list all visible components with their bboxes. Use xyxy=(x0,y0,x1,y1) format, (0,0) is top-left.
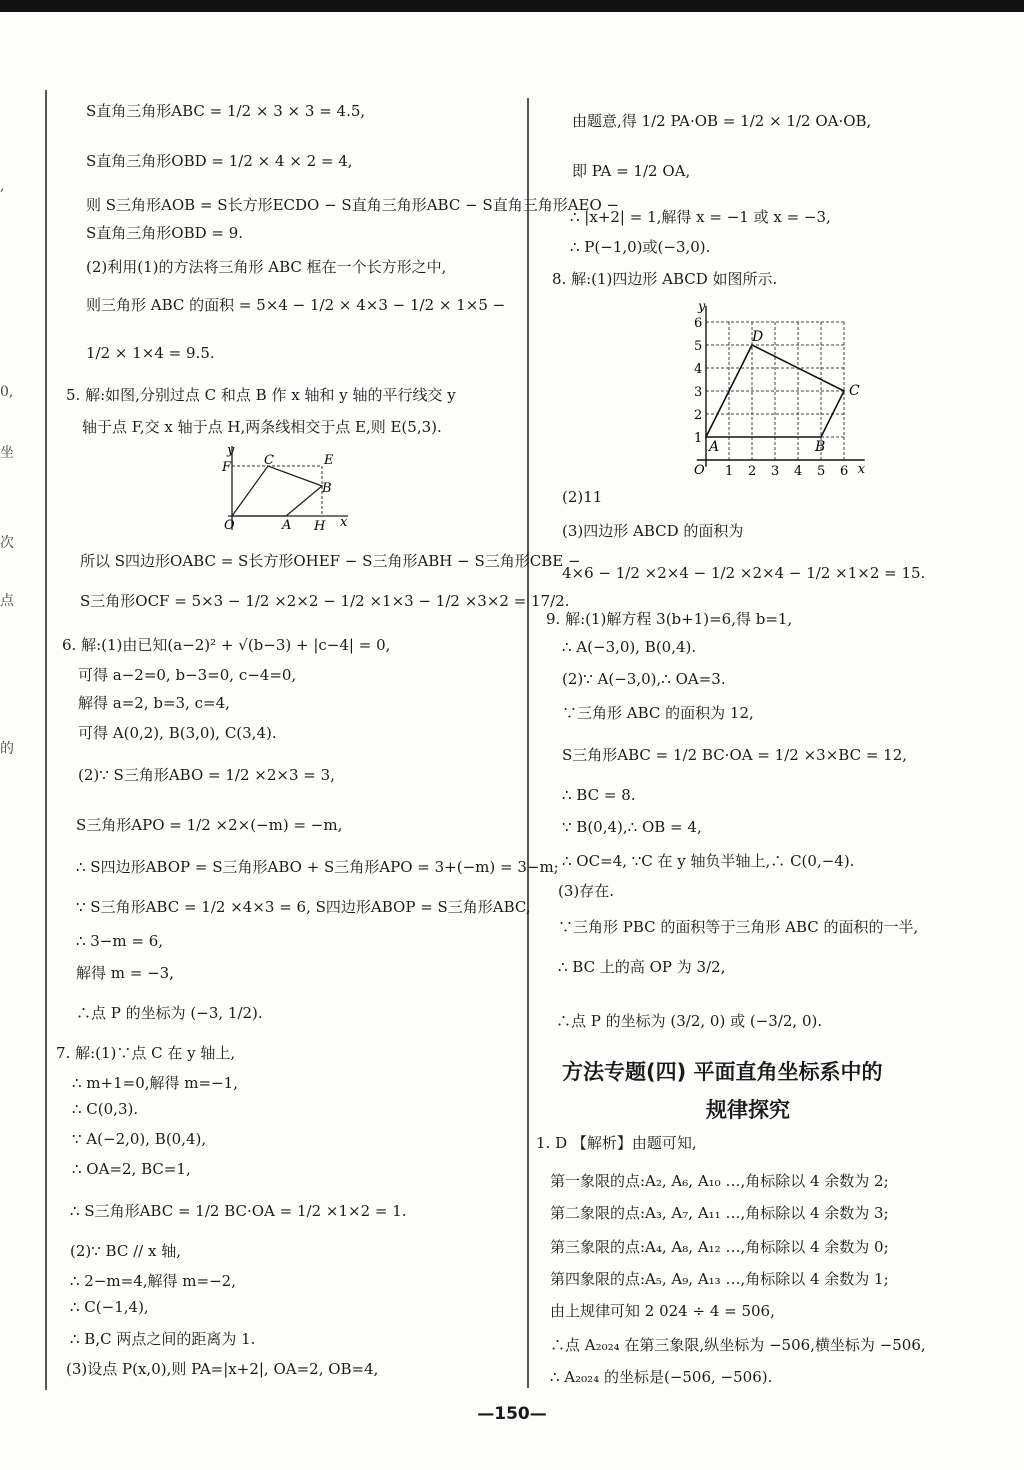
text-line: 第三象限的点:A₄, A₈, A₁₂ …,角标除以 4 余数为 0; xyxy=(550,1238,889,1256)
figure-5 xyxy=(218,442,358,534)
y-tick-label: 6 xyxy=(694,316,703,331)
problem-1-line: 1. D 【解析】由题可知, xyxy=(536,1134,697,1152)
text-line: (2)∵ A(−3,0),∴ OA=3. xyxy=(562,670,726,688)
text-line: 则 S三角形AOB = S长方形ECDO − S直角三角形ABC − S直角三角形AEO − xyxy=(86,196,620,214)
text-line: ∴ OC=4, ∵C 在 y 轴负半轴上,∴ C(0,−4). xyxy=(562,852,855,870)
text-line: S三角形ABC = 1/2 BC·OA = 1/2 ×3×BC = 12, xyxy=(562,746,908,764)
y-tick-label: 4 xyxy=(694,362,703,377)
text-line: 4×6 − 1/2 ×2×4 − 1/2 ×2×4 − 1/2 ×1×2 = 15. xyxy=(562,564,926,582)
text-line: (3)四边形 ABCD 的面积为 xyxy=(562,522,744,540)
text-line: ∴ A(−3,0), B(0,4). xyxy=(562,638,697,656)
text-line: 由题意,得 1/2 PA·OB = 1/2 × 1/2 OA·OB, xyxy=(572,112,872,130)
problem-9-line: 9. 解:(1)解方程 3(b+1)=6,得 b=1, xyxy=(546,610,793,628)
vertex-label-a: A xyxy=(709,439,720,455)
text-line: ∴ OA=2, BC=1, xyxy=(72,1160,191,1178)
text-line: ∵ S三角形ABC = 1/2 ×4×3 = 6, S四边形ABOP = S三角形ABC, xyxy=(76,898,531,916)
text-line: S三角形OCF = 5×3 − 1/2 ×2×2 − 1/2 ×1×3 − 1/2 ×3×2 = 17/2. xyxy=(80,592,570,610)
text-line: ∵三角形 ABC 的面积为 12, xyxy=(562,704,754,722)
y-tick-label: 5 xyxy=(694,339,703,354)
x-tick-label: 3 xyxy=(771,464,780,479)
text-line: S三角形APO = 1/2 ×2×(−m) = −m, xyxy=(76,816,343,834)
fig5-label-A: A xyxy=(282,518,292,533)
column-rule-left xyxy=(45,90,47,1390)
fig5-label-x: x xyxy=(340,515,348,530)
text-line: S直角三角形ABC = 1/2 × 3 × 3 = 4.5, xyxy=(86,102,366,120)
text-line: 即 PA = 1/2 OA, xyxy=(572,162,691,180)
figure-8-grid xyxy=(676,296,872,482)
text-line: ∴ |x+2| = 1,解得 x = −1 或 x = −3, xyxy=(570,208,831,226)
text-line: 可得 A(0,2), B(3,0), C(3,4). xyxy=(78,724,277,742)
y-tick-label: 3 xyxy=(694,385,703,400)
fig5-label-E: E xyxy=(324,453,334,468)
text-line: 解得 m = −3, xyxy=(76,964,174,982)
edge-char: 次 xyxy=(0,535,14,551)
text-line: 可得 a−2=0, b−3=0, c−4=0, xyxy=(78,666,297,684)
fig5-label-O: O xyxy=(224,518,235,533)
text-line: ∵ B(0,4),∴ OB = 4, xyxy=(562,818,702,836)
top-edge-bar xyxy=(0,0,1024,12)
x-tick-label: 1 xyxy=(725,464,734,479)
text-line: ∴ BC 上的高 OP 为 3/2, xyxy=(558,958,726,976)
text-line: 解得 a=2, b=3, c=4, xyxy=(78,694,230,712)
text-line: 第二象限的点:A₃, A₇, A₁₁ …,角标除以 4 余数为 3; xyxy=(550,1204,889,1222)
problem-7-line: 7. 解:(1)∵点 C 在 y 轴上, xyxy=(56,1044,236,1062)
text-line: (2)∵ S三角形ABO = 1/2 ×2×3 = 3, xyxy=(78,766,335,784)
text-line: ∴ S三角形ABC = 1/2 BC·OA = 1/2 ×1×2 = 1. xyxy=(70,1202,407,1220)
text-line: ∴ 3−m = 6, xyxy=(76,932,164,950)
edge-char: 的 xyxy=(0,741,14,757)
text-line: 第四象限的点:A₅, A₉, A₁₃ …,角标除以 4 余数为 1; xyxy=(550,1270,889,1288)
fig5-label-F: F xyxy=(222,460,232,475)
text-line: ∴ S四边形ABOP = S三角形ABO + S三角形APO = 3+(−m) = 3−m; xyxy=(76,858,559,876)
text-line: 所以 S四边形OABC = S长方形OHEF − S三角形ABH − S三角形CBE − xyxy=(80,552,581,570)
text-line: ∴ B,C 两点之间的距离为 1. xyxy=(70,1330,256,1348)
text-line: S直角三角形OBD = 1/2 × 4 × 2 = 4, xyxy=(86,152,353,170)
text-line: ∴ C(0,3). xyxy=(72,1100,139,1118)
text-line: 由上规律可知 2 024 ÷ 4 = 506, xyxy=(550,1302,775,1320)
vertex-label-b: B xyxy=(815,439,826,455)
text-line: ∴ BC = 8. xyxy=(562,786,636,804)
text-line: 轴于点 F,交 x 轴于点 H,两条线相交于点 E,则 E(5,3). xyxy=(82,418,442,436)
edge-char: , xyxy=(0,178,5,194)
text-line: (3)设点 P(x,0),则 PA=|x+2|, OA=2, OB=4, xyxy=(66,1360,379,1378)
section-title: 方法专题(四) 平面直角坐标系中的 xyxy=(562,1060,883,1084)
x-tick-label: 2 xyxy=(748,464,757,479)
text-line: ∴点 A₂₀₂₄ 在第三象限,纵坐标为 −506,横坐标为 −506, xyxy=(550,1336,926,1354)
text-line: ∴ m+1=0,解得 m=−1, xyxy=(72,1074,238,1092)
fig5-rect-dashed xyxy=(232,466,322,516)
edge-char: 点 xyxy=(0,593,14,609)
y-tick-label: 1 xyxy=(694,431,703,446)
fig5-label-C: C xyxy=(264,453,274,468)
text-line: 第一象限的点:A₂, A₆, A₁₀ …,角标除以 4 余数为 2; xyxy=(550,1172,889,1190)
text-line: ∴点 P 的坐标为 (−3, 1/2). xyxy=(76,1004,263,1022)
text-line: (2)∵ BC // x 轴, xyxy=(70,1242,181,1260)
page-number: —150— xyxy=(477,1404,547,1424)
x-tick-label: 6 xyxy=(840,464,849,479)
edge-char: 坐 xyxy=(0,445,14,461)
text-line: ∵三角形 PBC 的面积等于三角形 ABC 的面积的一半, xyxy=(558,918,919,936)
vertex-label-c: C xyxy=(849,383,860,399)
problem-5-line: 5. 解:如图,分别过点 C 和点 B 作 x 轴和 y 轴的平行线交 y xyxy=(66,386,456,404)
text-line: ∴点 P 的坐标为 (3/2, 0) 或 (−3/2, 0). xyxy=(556,1012,823,1030)
fig5-label-y: y xyxy=(227,443,235,458)
column-rule-middle xyxy=(527,98,529,1388)
text-line: ∴ 2−m=4,解得 m=−2, xyxy=(70,1272,236,1290)
fig5-label-H: H xyxy=(314,519,326,534)
problem-6-line: 6. 解:(1)由已知(a−2)² + √(b−3) + |c−4| = 0, xyxy=(62,636,391,654)
edge-char: 0, xyxy=(0,384,14,400)
text-line: ∴ A₂₀₂₄ 的坐标是(−506, −506). xyxy=(550,1368,773,1386)
text-line: ∵ A(−2,0), B(0,4), xyxy=(72,1130,207,1148)
text-line: ∴ P(−1,0)或(−3,0). xyxy=(570,238,711,256)
fig8-x-label: x xyxy=(857,462,866,477)
text-line: (3)存在. xyxy=(558,882,615,900)
text-line: ∴ C(−1,4), xyxy=(70,1298,149,1316)
y-tick-label: 2 xyxy=(694,408,703,423)
text-line: (2)利用(1)的方法将三角形 ABC 框在一个长方形之中, xyxy=(86,258,447,276)
text-line: 1/2 × 1×4 = 9.5. xyxy=(86,344,215,362)
fig8-y-label: y xyxy=(698,299,706,315)
fig5-quad-oabc xyxy=(232,466,322,516)
x-tick-label: 4 xyxy=(794,464,803,479)
fig5-label-B: B xyxy=(322,481,332,496)
problem-8-line: 8. 解:(1)四边形 ABCD 如图所示. xyxy=(552,270,778,288)
section-subtitle: 规律探究 xyxy=(706,1098,790,1122)
text-line: (2)11 xyxy=(562,488,603,506)
origin-label: O xyxy=(694,463,705,478)
x-tick-label: 5 xyxy=(817,464,826,479)
text-line: 则三角形 ABC 的面积 = 5×4 − 1/2 × 4×3 − 1/2 × 1×5 − xyxy=(86,296,506,314)
text-line: S直角三角形OBD = 9. xyxy=(86,224,244,242)
vertex-label-d: D xyxy=(752,329,764,345)
